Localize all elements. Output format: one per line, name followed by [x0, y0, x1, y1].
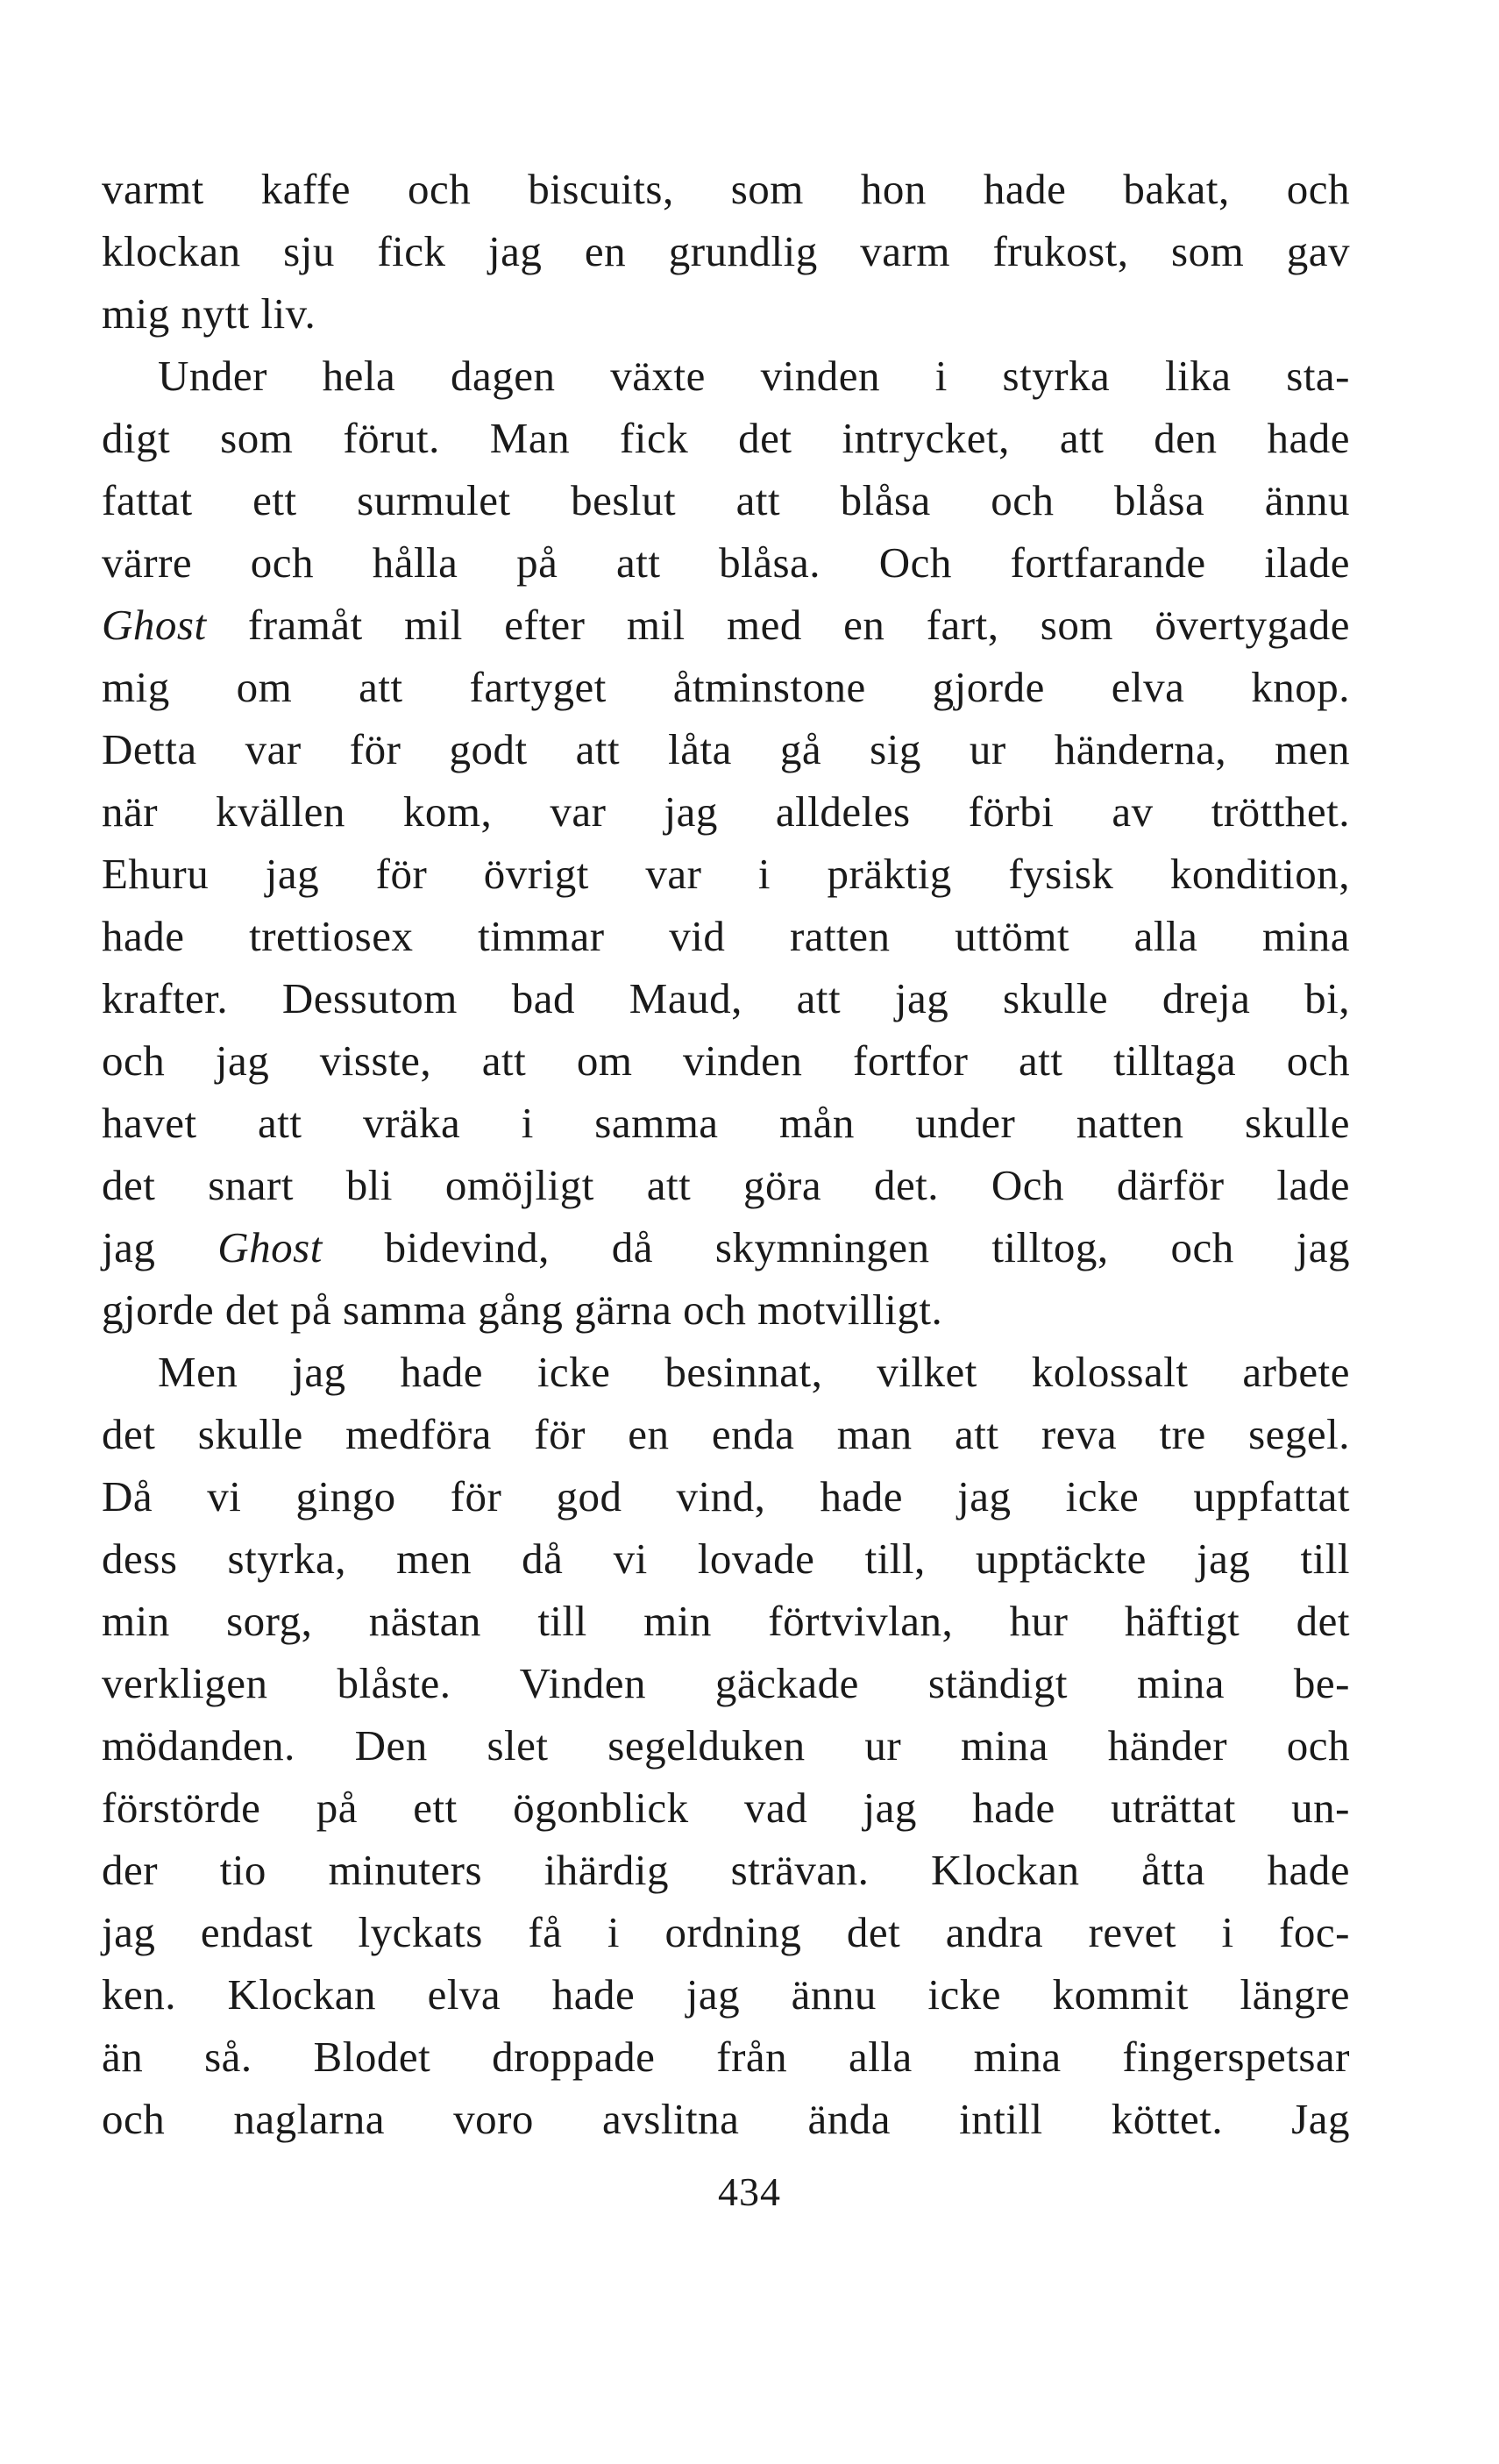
text-line: mig nytt liv. [102, 289, 316, 338]
text-line: verkligen blåste. Vinden gäckade ständigt mina be- [102, 1659, 1350, 1707]
text-segment: framåt mil efter mil med en fart, som övertygade [206, 601, 1350, 649]
text-line: Men jag hade icke besinnat, vilket kolossalt arbete [158, 1348, 1350, 1396]
text-line: klockan sju fick jag en grundlig varm frukost, som gav [102, 227, 1350, 275]
text-line: der tio minuters ihärdig strävan. Klockan åtta hade [102, 1846, 1350, 1894]
text-line: och jag visste, att om vinden fortfor att tilltaga och [102, 1036, 1350, 1085]
text-line: hade trettiosex timmar vid ratten uttömt alla mina [102, 912, 1350, 960]
text-line: dess styrka, men då vi lovade till, upptäckte jag till [102, 1535, 1350, 1583]
text-line: mig om att fartyget åtminstone gjorde elva knop. [102, 663, 1350, 711]
text-segment: bidevind, då skymningen tilltog, och jag [322, 1223, 1350, 1271]
text-line: förstörde på ett ögonblick vad jag hade uträttat un- [102, 1784, 1350, 1832]
text-line: Ehuru jag för övrigt var i präktig fysisk kondition, [102, 850, 1350, 898]
text-line: värre och hålla på att blåsa. Och fortfarande ilade [102, 538, 1350, 587]
text-line: än så. Blodet droppade från alla mina fingerspetsar [102, 2033, 1350, 2081]
text-line: det snart bli omöjligt att göra det. Och därför lade [102, 1161, 1350, 1209]
italic-ship-name: Ghost [102, 601, 207, 649]
text-line: gjorde det på samma gång gärna och motvilligt. [102, 1285, 943, 1334]
text-line: min sorg, nästan till min förtvivlan, hur häftigt det [102, 1597, 1350, 1645]
text-line: det skulle medföra för en enda man att reva tre segel. [102, 1410, 1350, 1458]
text-line: fattat ett surmulet beslut att blåsa och blåsa ännu [102, 476, 1350, 524]
text-line: jag endast lyckats få i ordning det andra revet i foc- [102, 1908, 1350, 1956]
text-line: Under hela dagen växte vinden i styrka lika sta- [158, 352, 1350, 400]
text-line: krafter. Dessutom bad Maud, att jag skulle dreja bi, [102, 974, 1350, 1022]
text-line: och naglarna voro avslitna ända intill köttet. Jag [102, 2095, 1350, 2143]
text-line: mödanden. Den slet segelduken ur mina händer och [102, 1721, 1350, 1770]
text-line [102, 594, 1350, 657]
text-line: digt som förut. Man fick det intrycket, att den hade [102, 414, 1350, 462]
page-number: 434 [718, 2169, 781, 2214]
text-line: när kvällen kom, var jag alldeles förbi av trötthet. [102, 787, 1350, 836]
text-line: ken. Klockan elva hade jag ännu icke kommit längre [102, 1970, 1350, 2019]
text-line: havet att vräka i samma mån under natten skulle [102, 1099, 1350, 1147]
text-line: Då vi gingo för god vind, hade jag icke uppfattat [102, 1472, 1350, 1520]
text-line: Detta var för godt att låta gå sig ur händerna, men [102, 725, 1350, 773]
italic-ship-name: Ghost [217, 1223, 323, 1271]
text-segment: jag [102, 1223, 218, 1271]
text-line: varmt kaffe och biscuits, som hon hade bakat, och [102, 165, 1350, 213]
text-line [102, 1216, 1350, 1279]
